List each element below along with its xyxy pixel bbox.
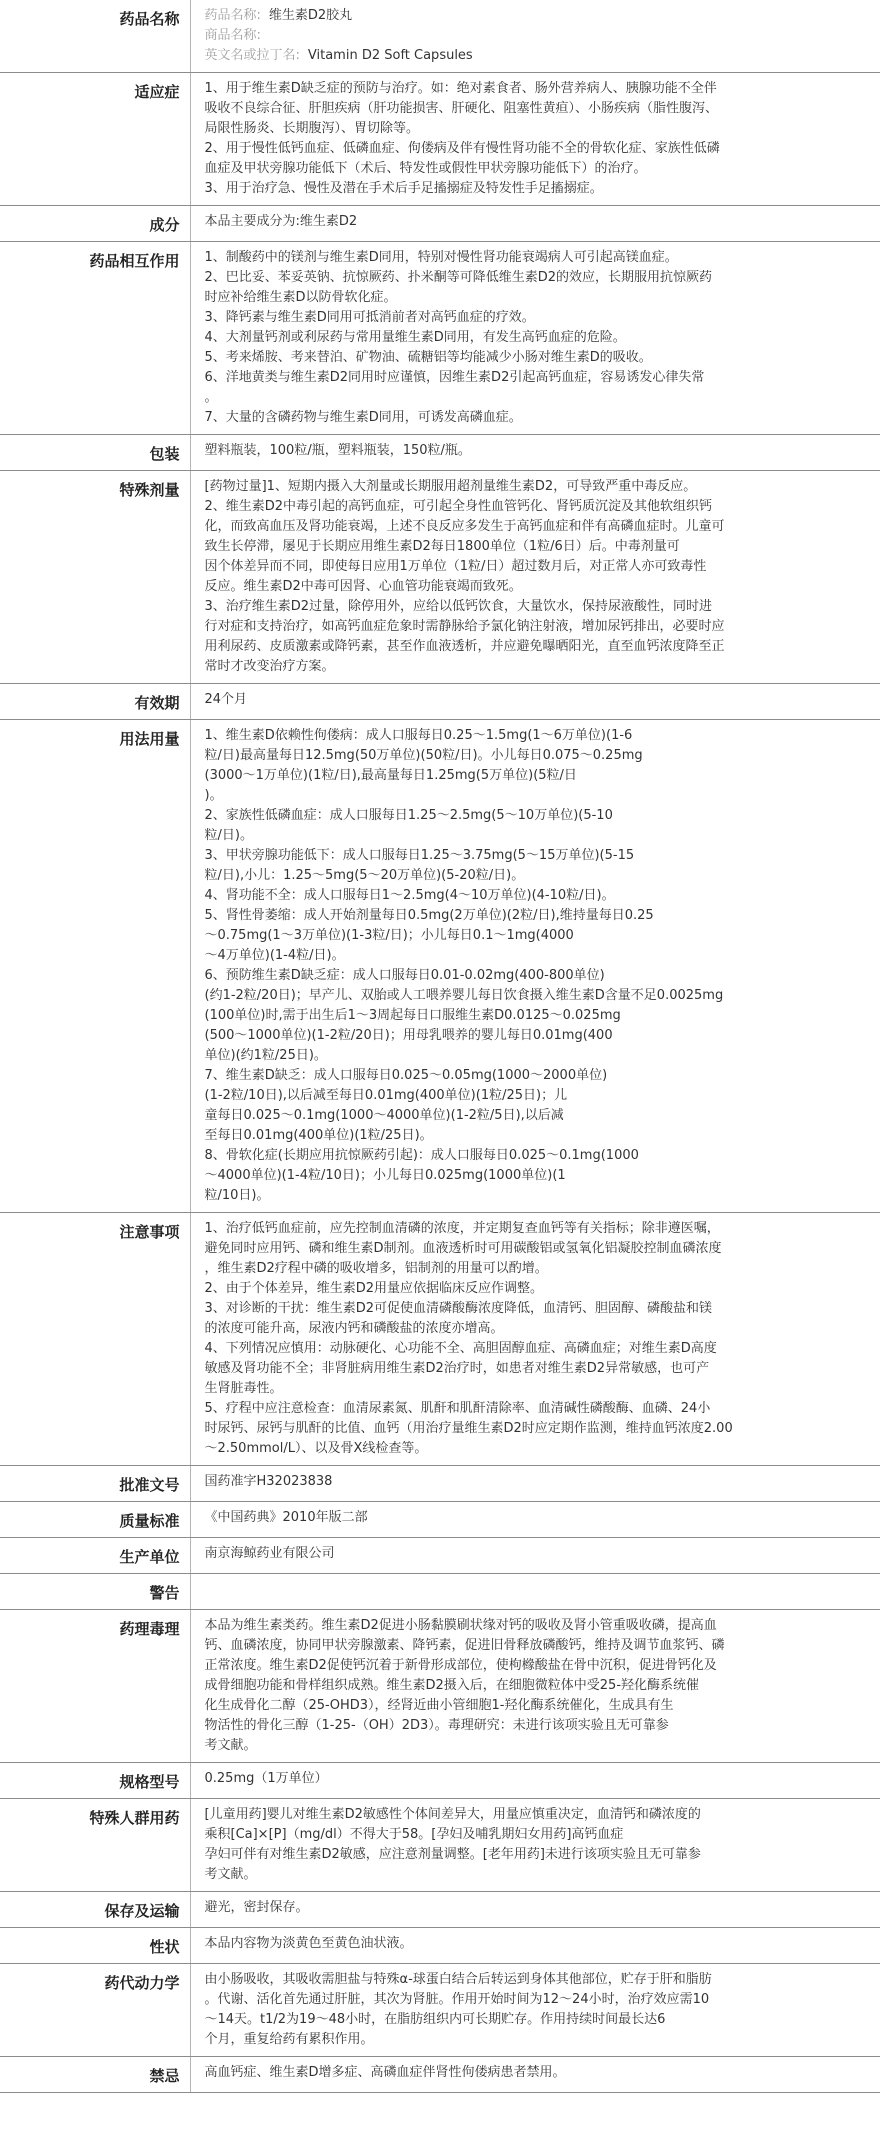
text-line: [儿童用药]婴儿对维生素D2敏感性个体间差异大，用量应慎重决定，血清钙和磷浓度的 [204,1807,701,1822]
text-line: 南京海鲸药业有限公司 [204,1546,335,1561]
text-line: 3、对诊断的干扰：维生素D2可促使血清磷酸酶浓度降低，血清钙、胆固醇、磷酸盐和镁 [204,1301,713,1316]
name-value: 维生素D2胶丸 [268,8,353,23]
text-line: 1、制酸药中的镁剂与维生素D同用，特别对慢性肾功能衰竭病人可引起高镁血症。 [204,250,678,265]
text-line: 2、家族性低磷血症：成人口服每日1.25～2.5mg(5～10万单位)(5-10 [204,808,613,823]
text-line: 5、肾性骨萎缩：成人开始剂量每日0.5mg(2万单位)(2粒/日),维持量每日0.25 [204,908,654,923]
text-line: 粒/10日)。 [204,1188,270,1203]
text-line: 粒/日)最高量每日12.5mg(50万单位)(50粒/日)。小儿每日0.075～0.25mg [204,748,643,763]
text-line: 2、由于个体差异，维生素D2用量应依据临床反应作调整。 [204,1281,544,1296]
text-line: 血症及甲状旁腺功能低下（术后、特发性或假性甲状旁腺功能低下）的治疗。 [204,161,647,176]
text-line: 6、预防维生素D缺乏症：成人口服每日0.01-0.02mg(400-800单位) [204,968,605,983]
text-line: 1、用于维生素D缺乏症的预防与治疗。如：绝对素食者、肠外营养病人、胰腺功能不全伴 [204,81,717,96]
text-line: 2、巴比妥、苯妥英钠、抗惊厥药、扑米酮等可降低维生素D2的效应，长期服用抗惊厥药 [204,270,713,285]
value-spec [190,1763,880,1799]
text-line: 童每日0.025～0.1mg(1000～4000单位)(1-2粒/5日),以后减 [204,1108,564,1123]
name-row [205,26,873,46]
label-warning: 警告 [0,1574,190,1610]
text-line: 因个体差异而不同，即使每日应用1万单位（1粒/日）超过数月后，对正常人亦可致毒性 [204,559,707,574]
value-indications [190,73,880,206]
value-warning [190,1574,880,1610]
text-line: (3000～1万单位)(1粒/日),最高量每日1.25mg(5万单位)(5粒/日 [204,768,577,783]
name-key: 商品名称: [204,28,261,43]
value-dosage [190,720,880,1213]
text-line: 3、治疗维生素D2过量，除停用外，应给以低钙饮食，大量饮水，保持尿液酸性，同时进 [204,599,713,614]
value-character [190,1928,880,1964]
value-ingredients [190,206,880,242]
value-contraindications [190,2057,880,2093]
text-line: 本品主要成分为:维生素D2 [204,214,358,229]
value-approval [190,1466,880,1502]
text-line: 3、甲状旁腺功能低下：成人口服每日1.25～3.75mg(5～15万单位)(5-15 [204,848,635,863]
row-manufacturer [0,1538,880,1574]
text-line: 3、降钙素与维生素D同用可抵消前者对高钙血症的疗效。 [204,310,535,325]
row-character [0,1928,880,1964]
text-line: 避免同时应用钙、磷和维生素D制剂。血液透析时可用碳酸铝或氢氧化铝凝胶控制血磷浓度 [204,1241,722,1256]
text-line: 成骨细胞功能和骨样组织成熟。维生素D2摄入后，在细胞微粒体中受25-羟化酶系统催 [204,1678,700,1693]
text-line: 塑料瓶装，100粒/瓶，塑料瓶装，150粒/瓶。 [204,443,471,458]
text-line: 化，而致高血压及肾功能衰竭，上述不良反应多发生于高钙血症和伴有高磷血症时。儿童可 [204,519,725,534]
text-line: 致生长停滞，屡见于长期应用维生素D2每日1800单位（1粒/6日）后。中毒剂量可 [204,539,680,554]
text-line: 。 [204,390,218,405]
text-line: 由小肠吸收，其吸收需胆盐与特殊α-球蛋白结合后转运到身体其他部位，贮存于肝和脂肪 [204,1972,712,1987]
value-pharmacokinetics [190,1964,880,2057]
label-drug-name: 药品名称 [0,0,190,73]
value-storage [190,1892,880,1928]
label-character: 性状 [0,1928,190,1964]
row-dosage [0,720,880,1213]
text-line: 用利尿药、皮质激素或降钙素，甚至作血液透析，并应避免曝晒阳光，直至血钙浓度降至正 [204,639,725,654]
text-line: ～0.75mg(1～3万单位)(1-3粒/日)；小儿每日0.1～1mg(4000 [204,928,574,943]
row-storage [0,1892,880,1928]
text-line: 至每日0.01mg(400单位)(1粒/25日)。 [204,1128,433,1143]
name-row [205,46,873,66]
row-approval [0,1466,880,1502]
text-line: 个月，重复给药有累积作用。 [204,2032,374,2047]
text-line: 0.25mg（1万单位） [204,1771,328,1786]
row-indications [0,73,880,206]
value-precautions [190,1213,880,1466]
row-overdose [0,471,880,684]
row-package [0,435,880,471]
text-line: 4、肾功能不全：成人口服每日1～2.5mg(4～10万单位)(4-10粒/日)。 [204,888,615,903]
text-line: 。代谢、活化首先通过肝脏，其次为肾脏。作用开始时间为12～24小时，治疗效应需10 [204,1992,710,2007]
row-ingredients [0,206,880,242]
text-line: 粒/日)。 [204,828,253,843]
row-precautions [0,1213,880,1466]
value-overdose [190,471,880,684]
text-line: 反应。维生素D2中毒可因肾、心血管功能衰竭而致死。 [204,579,522,594]
text-line: 国药准字H32023838 [204,1474,333,1489]
name-value: Vitamin D2 Soft Capsules [307,48,473,63]
row-warning [0,1574,880,1610]
row-drug-name [0,0,880,73]
value-validity [190,684,880,720]
text-line: 敏感及肾功能不全；非肾脏病用维生素D2治疗时，如患者对维生素D2异常敏感，也可产 [204,1361,710,1376]
text-line: 24个月 [204,692,248,707]
text-line: 避光，密封保存。 [204,1900,309,1915]
label-approval: 批准文号 [0,1466,190,1502]
label-dosage: 用法用量 [0,720,190,1213]
name-key: 药品名称: [204,8,261,23]
text-line: ～4000单位)(1-4粒/10日)；小儿每日0.025mg(1000单位)(1 [204,1168,566,1183]
text-line: 2、维生素D2中毒引起的高钙血症，可引起全身性血管钙化、肾钙质沉淀及其他软组织钙 [204,499,713,514]
text-line: 4、大剂量钙剂或利尿药与常用量维生素D同用，有发生高钙血症的危险。 [204,330,626,345]
text-line: 7、维生素D缺乏：成人口服每日0.025～0.05mg(1000～2000单位) [204,1068,608,1083]
text-line: 生肾脏毒性。 [204,1381,283,1396]
text-line: 时尿钙、尿钙与肌酐的比值、血钙（用治疗量维生素D2时应定期作监测，维持血钙浓度2.00 [204,1421,733,1436]
text-line: 2、用于慢性低钙血症、低磷血症、佝偻病及伴有慢性肾功能不全的骨软化症、家族性低磷 [204,141,720,156]
text-line: )。 [204,788,223,803]
text-line: 本品内容物为淡黄色至黄色油状液。 [204,1936,413,1951]
text-line: (500～1000单位)(1-2粒/20日)；用母乳喂养的婴儿每日0.01mg(400 [204,1028,613,1043]
text-line: 化生成骨化二醇（25-OHD3），经肾近曲小管细胞1-羟化酶系统催化，生成具有生 [204,1698,674,1713]
label-contraindications: 禁忌 [0,2057,190,2093]
text-line: 1、治疗低钙血症前，应先控制血清磷的浓度，并定期复查血钙等有关指标；除非遵医嘱， [204,1221,720,1236]
text-line: 正常浓度。维生素D2促使钙沉着于新骨形成部位，使枸橼酸盐在骨中沉积，促进骨钙化及 [204,1658,717,1673]
row-validity [0,684,880,720]
text-line: 时应补给维生素D以防骨软化症。 [204,290,397,305]
text-line: 吸收不良综合征、肝胆疾病（肝功能损害、肝硬化、阻塞性黄疸）、小肠疾病（脂性腹泻、 [204,101,719,116]
text-line: 4、下列情况应慎用：动脉硬化、心功能不全、高胆固醇血症、高磷血症；对维生素D高度 [204,1341,717,1356]
text-line: ～14天。t1/2为19～48小时，在脂肪组织内可长期贮存。作用持续时间最长达6 [204,2012,666,2027]
label-validity: 有效期 [0,684,190,720]
text-line: 局限性肠炎、长期腹泻）、胃切除等。 [204,121,420,136]
label-overdose: 特殊剂量 [0,471,190,684]
text-line: 常时才改变治疗方案。 [204,659,335,674]
text-line: 3、用于治疗急、慢性及潜在手术后手足搐搦症及特发性手足搐搦症。 [204,181,603,196]
label-special-groups: 特殊人群用药 [0,1799,190,1892]
label-storage: 保存及运输 [0,1892,190,1928]
name-row [205,6,873,26]
text-line: 行对症和支持治疗，如高钙血症危象时需静脉给予氯化钠注射液，增加尿钙排出，必要时应 [204,619,725,634]
value-drug-name [190,0,880,73]
value-pharmacology [190,1610,880,1763]
label-standard: 质量标准 [0,1502,190,1538]
text-line: 5、考来烯胺、考来替泊、矿物油、硫糖铝等均能减少小肠对维生素D的吸收。 [204,350,652,365]
value-special-groups [190,1799,880,1892]
row-contraindications [0,2057,880,2093]
text-line: 考文献。 [204,1867,257,1882]
text-line: 的浓度可能升高，尿液内钙和磷酸盐的浓度亦增高。 [204,1321,504,1336]
label-package: 包装 [0,435,190,471]
label-pharmacology: 药理毒理 [0,1610,190,1763]
label-pharmacokinetics: 药代动力学 [0,1964,190,2057]
text-line: ，维生素D2疗程中磷的吸收增多，铝制剂的用量可以酌增。 [204,1261,548,1276]
value-interactions [190,242,880,435]
row-pharmacokinetics [0,1964,880,2057]
text-line: 粒/日),小儿：1.25～5mg(5～20万单位)(5-20粒/日)。 [204,868,525,883]
text-line: 考文献。 [204,1738,257,1753]
text-line: 钙、血磷浓度，协同甲状旁腺激素、降钙素，促进旧骨释放磷酸钙，维持及调节血浆钙、磷 [204,1638,725,1653]
text-line: (1-2粒/10日),以后减至每日0.01mg(400单位)(1粒/25日)；儿 [204,1088,568,1103]
text-line: 孕妇可伴有对维生素D2敏感，应注意剂量调整。[老年用药]未进行该项实验且无可靠参 [204,1847,701,1862]
label-indications: 适应症 [0,73,190,206]
label-manufacturer: 生产单位 [0,1538,190,1574]
row-standard [0,1502,880,1538]
text-line: 8、骨软化症(长期应用抗惊厥药引起)：成人口服每日0.025～0.1mg(1000 [204,1148,639,1163]
text-line: 本品为维生素类药。维生素D2促进小肠黏膜刷状缘对钙的吸收及肾小管重吸收磷，提高血 [204,1618,717,1633]
text-line: 5、疗程中应注意检查：血清尿素氮、肌酐和肌酐清除率、血清碱性磷酸酶、血磷、24小 [204,1401,711,1416]
text-line: 高血钙症、维生素D增多症、高磷血症伴肾性佝偻病患者禁用。 [204,2065,566,2080]
text-line: ～2.50mmol/L）、以及骨X线检查等。 [204,1441,428,1456]
row-special-groups [0,1799,880,1892]
label-precautions: 注意事项 [0,1213,190,1466]
label-interactions: 药品相互作用 [0,242,190,435]
text-line: [药物过量]1、短期内摄入大剂量或长期服用超剂量维生素D2，可导致严重中毒反应。 [204,479,697,494]
text-line: 单位)(约1粒/25日)。 [204,1048,327,1063]
text-line: 乘积[Ca]×[P]（mg/dl）不得大于58。[孕妇及哺乳期妇女用药]高钙血症 [204,1827,624,1842]
text-line: 《中国药典》2010年版二部 [204,1510,368,1525]
text-line: 7、大量的含磷药物与维生素D同用，可诱发高磷血症。 [204,410,522,425]
text-line: 物活性的骨化三醇（1-25-（OH）2D3）。毒理研究：未进行该项实验且无可靠参 [204,1718,669,1733]
row-pharmacology [0,1610,880,1763]
text-line: 6、洋地黄类与维生素D2同用时应谨慎，因维生素D2引起高钙血症，容易诱发心律失常 [204,370,705,385]
text-line: 1、维生素D依赖性佝偻病：成人口服每日0.25～1.5mg(1～6万单位)(1-6 [204,728,633,743]
value-manufacturer [190,1538,880,1574]
row-spec [0,1763,880,1799]
name-key: 英文名或拉丁名: [204,48,300,63]
text-line: (约1-2粒/20日)；早产儿、双胎或人工喂养婴儿每日饮食摄入维生素D含量不足0.0025mg [204,988,724,1003]
label-ingredients: 成分 [0,206,190,242]
label-spec: 规格型号 [0,1763,190,1799]
row-interactions [0,242,880,435]
value-package [190,435,880,471]
text-line: ～4万单位)(1-4粒/日)。 [204,948,345,963]
text-line: (100单位)时,需于出生后1～3周起每日口服维生素D0.0125～0.025mg [204,1008,621,1023]
value-standard [190,1502,880,1538]
